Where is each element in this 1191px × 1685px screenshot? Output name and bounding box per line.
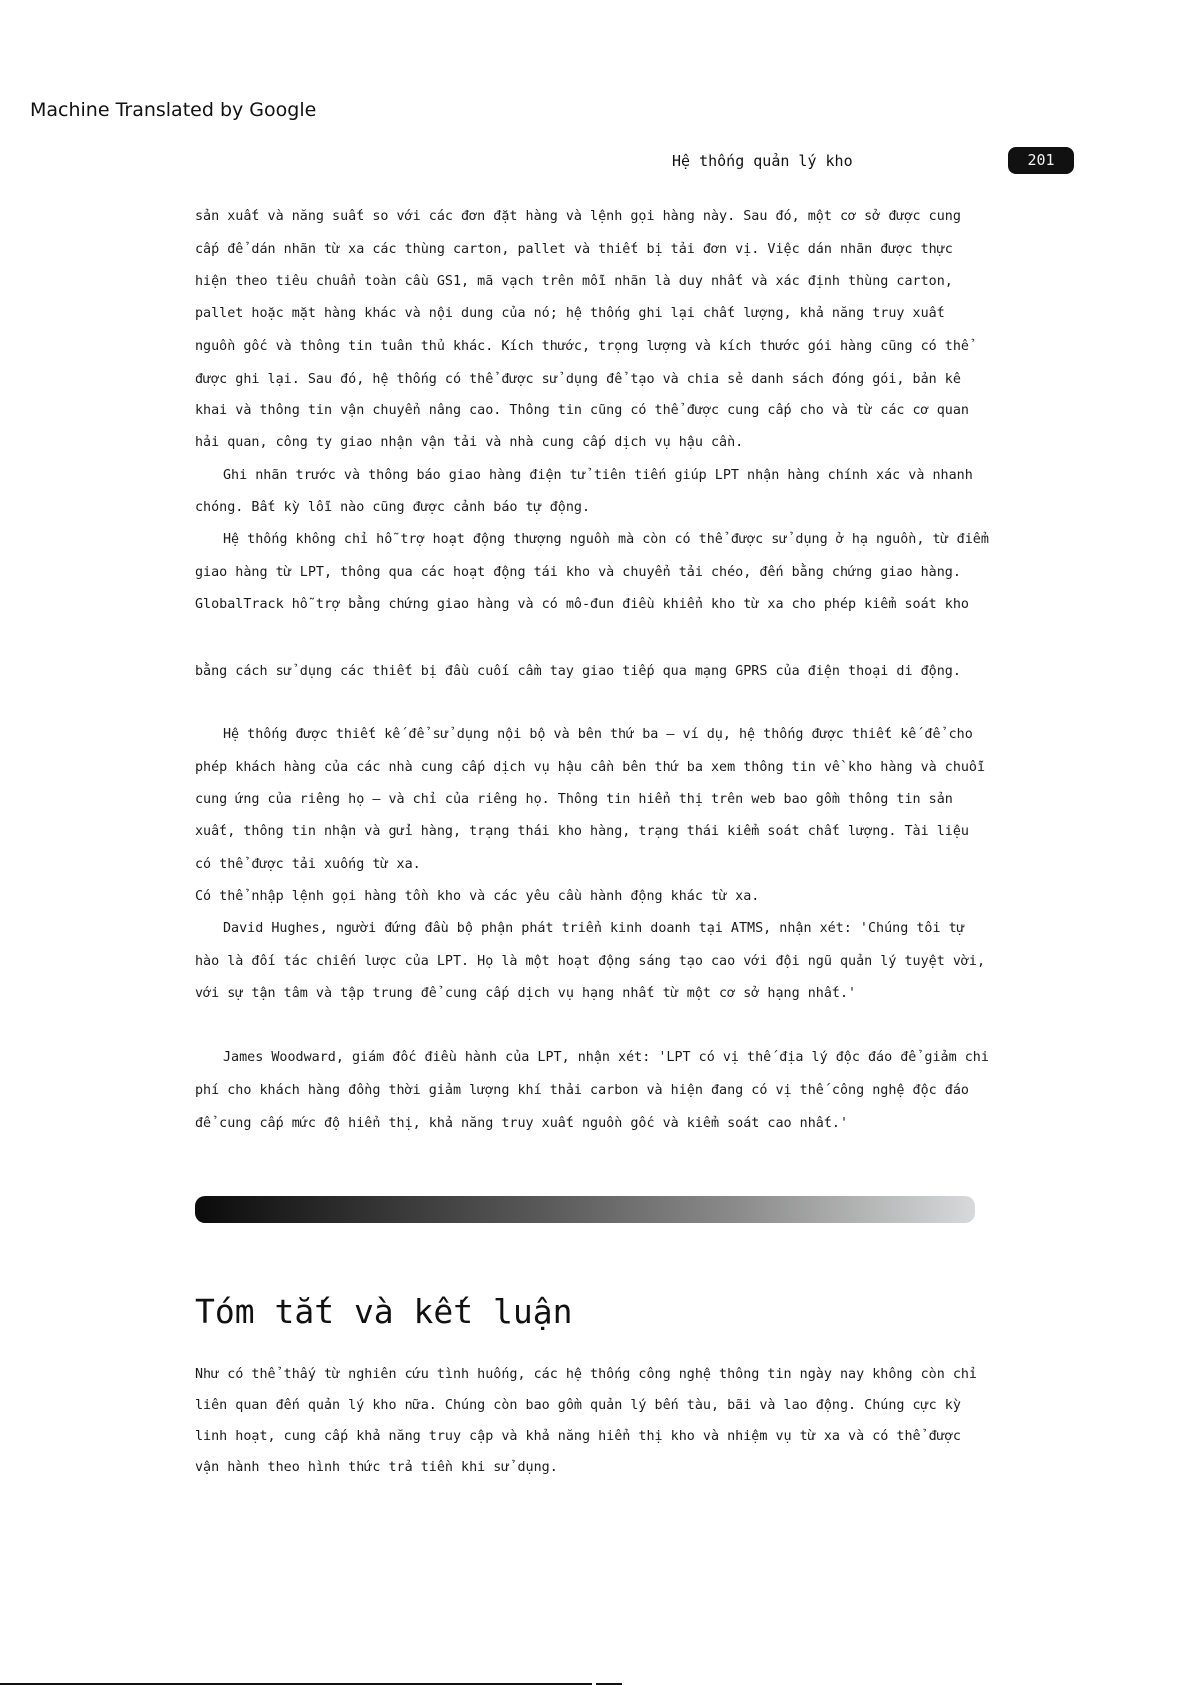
page-number-badge: 201 [1008, 147, 1074, 174]
body-line: cung ứng của riêng họ – và chỉ của riêng họ. Thông tin hiển thị trên web bao gồm thông tin sản [195, 792, 953, 807]
body-line: khai và thông tin vận chuyển nâng cao. Thông tin cũng có thể được cung cấp cho và từ các cơ quan [195, 403, 969, 418]
machine-translation-banner: Machine Translated by Google [30, 99, 317, 121]
body-line: được ghi lại. Sau đó, hệ thống có thể được sử dụng để tạo và chia sẻ danh sách đóng gói, bản kê [195, 372, 961, 387]
body-line: nguồn gốc và thông tin tuân thủ khác. Kích thước, trọng lượng và kích thước gói hàng cũng có thể [195, 339, 969, 354]
body-line: Ghi nhãn trước và thông báo giao hàng điện tử tiên tiến giúp LPT nhận hàng chính xác và nhanh [223, 468, 973, 483]
body-line: hải quan, công ty giao nhận vận tải và nhà cung cấp dịch vụ hậu cần. [195, 435, 744, 450]
body-line: phép khách hàng của các nhà cung cấp dịch vụ hậu cần bên thứ ba xem thông tin về kho hàng và chuỗi [195, 760, 986, 775]
body-line: với sự tận tâm và tập trung để cung cấp dịch vụ hạng nhất từ một cơ sở hạng nhất.' [195, 986, 857, 1001]
body-line: bằng cách sử dụng các thiết bị đầu cuối cầm tay giao tiếp qua mạng GPRS của điện thoại di động. [195, 664, 961, 679]
body-line: hiện theo tiêu chuẩn toàn cầu GS1, mã vạch trên mỗi nhãn là duy nhất và xác định thùng carton, [195, 274, 953, 289]
body-line: Hệ thống được thiết kế để sử dụng nội bộ và bên thứ ba – ví dụ, hệ thống được thiết kế để cho [223, 727, 973, 742]
body-line: James Woodward, giám đốc điều hành của LPT, nhận xét: 'LPT có vị thế địa lý độc đáo để giảm chi [223, 1050, 989, 1065]
body-line: Có thể nhập lệnh gọi hàng tồn kho và các yêu cầu hành động khác từ xa. [195, 889, 760, 904]
body-line: pallet hoặc mặt hàng khác và nội dung của nó; hệ thống ghi lại chất lượng, khả năng truy xuất [195, 306, 945, 321]
summary-line: Như có thể thấy từ nghiên cứu tình huống, các hệ thống công nghệ thông tin ngày nay không còn chỉ [195, 1367, 977, 1382]
body-line: có thể được tải xuống từ xa. [195, 857, 421, 872]
running-head: Hệ thống quản lý kho [672, 152, 853, 170]
body-line: cấp để dán nhãn từ xa các thùng carton, pallet và thiết bị tải đơn vị. Việc dán nhãn được thực [195, 242, 953, 257]
section-divider-bar [195, 1196, 975, 1223]
body-line: xuất, thông tin nhận và gửi hàng, trạng thái kho hàng, trạng thái kiểm soát chất lượng. Tài liệu [195, 824, 969, 839]
body-line: GlobalTrack hỗ trợ bằng chứng giao hàng và có mô-đun điều khiển kho từ xa cho phép kiểm soát kho [195, 597, 969, 612]
summary-line: liên quan đến quản lý kho nữa. Chúng còn bao gồm quản lý bến tàu, bãi và lao động. Chúng cực kỳ [195, 1398, 961, 1413]
body-line: chóng. Bất kỳ lỗi nào cũng được cảnh báo tự động. [195, 500, 591, 515]
body-line: giao hàng từ LPT, thông qua các hoạt động tái kho và chuyển tải chéo, đến bằng chứng giao hàng. [195, 565, 961, 580]
summary-line: vận hành theo hình thức trả tiền khi sử dụng. [195, 1460, 558, 1475]
summary-line: linh hoạt, cung cấp khả năng truy cập và khả năng hiển thị kho và nhiệm vụ từ xa và có thể được [195, 1429, 961, 1444]
body-line: hào là đối tác chiến lược của LPT. Họ là một hoạt động sáng tạo cao với đội ngũ quản lý tuyệt vời, [195, 954, 986, 969]
body-line: để cung cấp mức độ hiển thị, khả năng truy xuất nguồn gốc và kiểm soát cao nhất.' [195, 1116, 849, 1131]
body-line: Hệ thống không chỉ hỗ trợ hoạt động thượng nguồn mà còn có thể được sử dụng ở hạ nguồn, từ điểm [223, 532, 989, 547]
body-line: sản xuất và năng suất so với các đơn đặt hàng và lệnh gọi hàng này. Sau đó, một cơ sở được cung [195, 209, 961, 224]
body-line: phí cho khách hàng đồng thời giảm lượng khí thải carbon và hiện đang có vị thế công nghệ độc đáo [195, 1083, 969, 1098]
section-title: Tóm tắt và kết luận [195, 1292, 573, 1331]
body-line: David Hughes, người đứng đầu bộ phận phát triển kinh doanh tại ATMS, nhận xét: 'Chúng tôi tự [223, 921, 965, 936]
